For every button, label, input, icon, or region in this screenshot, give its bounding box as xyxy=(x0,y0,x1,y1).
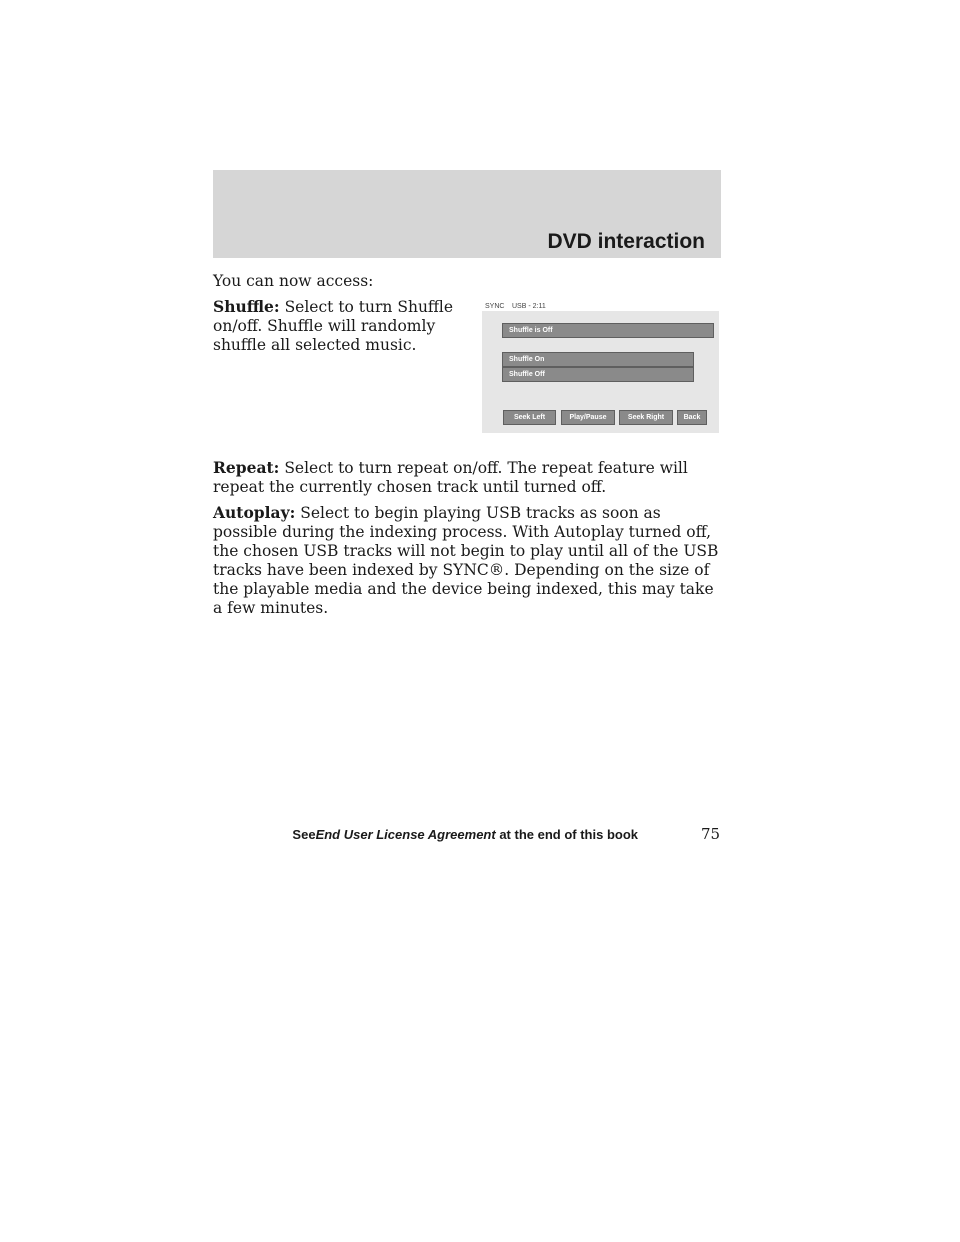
shuffle-off-option[interactable]: Shuffle Off xyxy=(502,367,694,382)
intro-text: You can now access: xyxy=(213,272,374,290)
repeat-description xyxy=(213,458,723,497)
back-button[interactable]: Back xyxy=(677,410,707,425)
section-title: DVD interaction xyxy=(547,230,705,253)
shuffle-text: Select to turn Shuffle on/off. Shuffle will randomly shuffle all selected music. xyxy=(213,298,454,354)
section-header xyxy=(213,170,721,258)
play-pause-button[interactable]: Play/Pause xyxy=(561,410,615,425)
autoplay-description xyxy=(213,503,723,618)
repeat-term: Repeat: xyxy=(213,458,280,477)
seek-left-button[interactable]: Seek Left xyxy=(503,410,556,425)
footer-rest: at the end of this book xyxy=(499,827,638,842)
shuffle-term: Shuffle: xyxy=(213,297,280,316)
screen-status-bar xyxy=(482,297,719,311)
license-reference: End User License Agreement xyxy=(315,827,496,842)
page-footer xyxy=(0,827,960,847)
footer-note xyxy=(292,827,638,842)
screen-source: USB - 2:11 xyxy=(512,303,546,310)
shuffle-status-bar: Shuffle is Off xyxy=(502,323,714,338)
shuffle-description xyxy=(213,297,468,355)
page-number: 75 xyxy=(701,825,721,843)
screen-brand: SYNC xyxy=(485,303,505,310)
footer-see: See xyxy=(292,827,316,842)
repeat-text: Select to turn repeat on/off. The repeat feature will repeat the currently chosen track until turned off. xyxy=(213,459,688,496)
seek-right-button[interactable]: Seek Right xyxy=(619,410,673,425)
autoplay-term: Autoplay: xyxy=(213,503,296,522)
sync-screen-illustration xyxy=(482,297,719,433)
autoplay-text: Select to begin playing USB tracks as soon as possible during the indexing process. With Autoplay turned off, the chosen USB tracks will not begin to play until all of the USB tracks have been indexed by SYNC®. Depending on the size of the playable media and the device being indexed, this may take a few minutes. xyxy=(213,504,719,617)
shuffle-on-option[interactable]: Shuffle On xyxy=(502,352,694,367)
